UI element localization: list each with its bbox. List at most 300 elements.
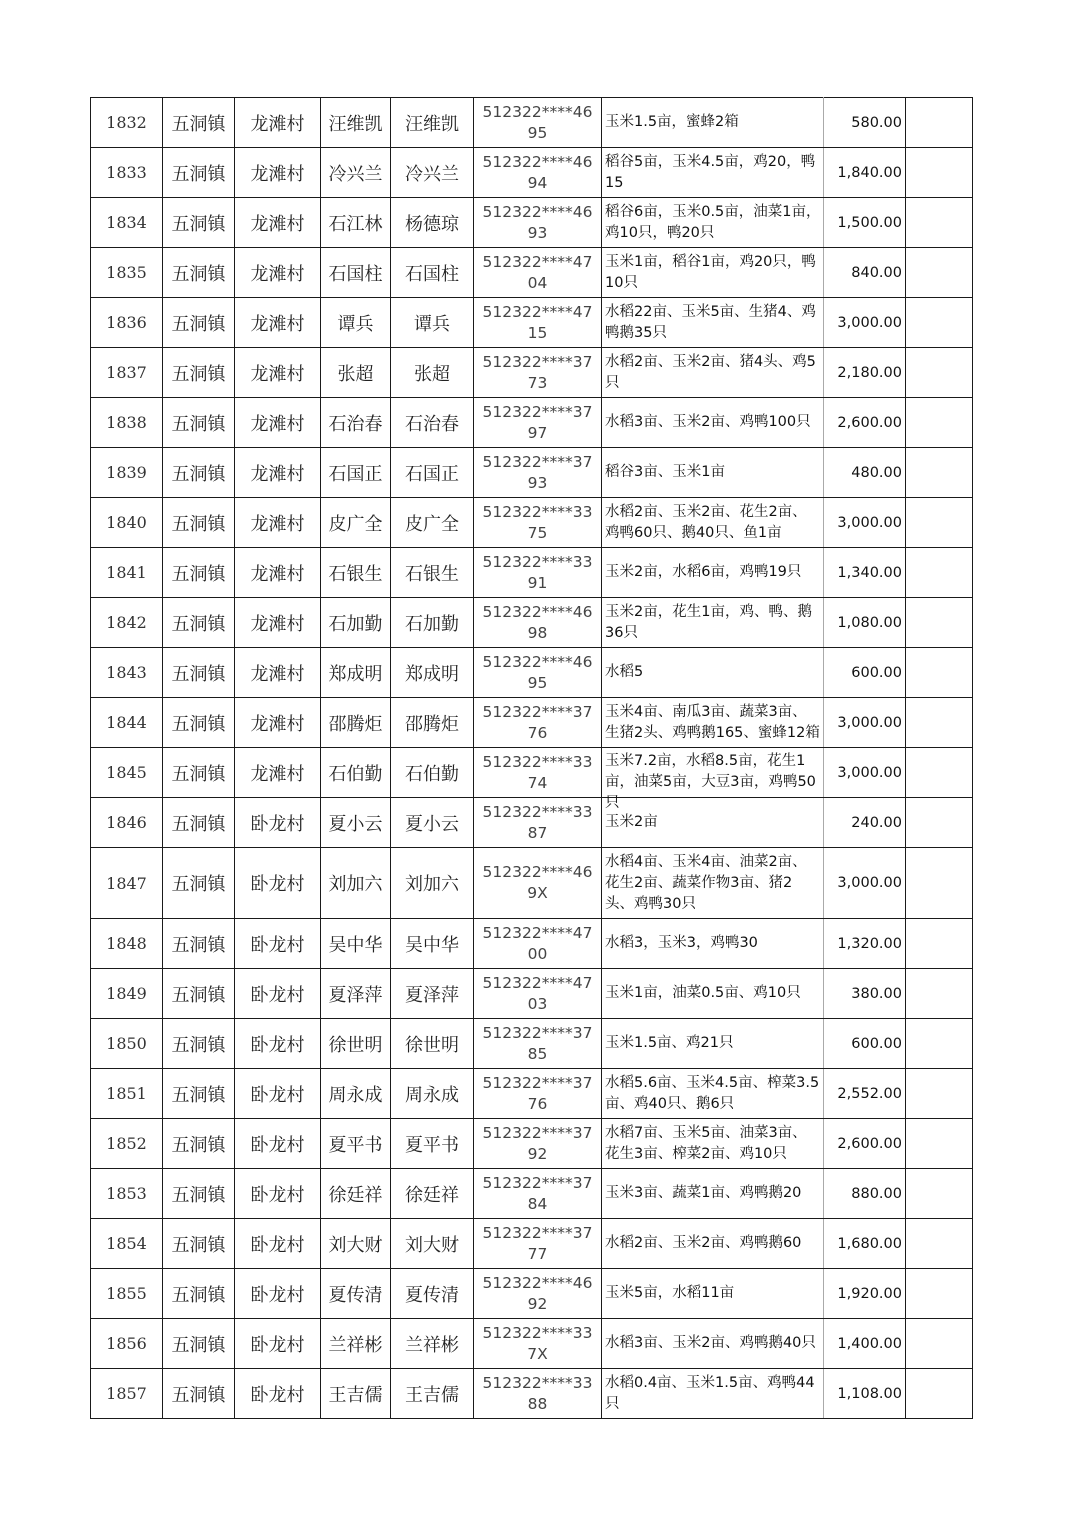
town-cell: 五洞镇 xyxy=(163,969,235,1019)
table-row xyxy=(91,698,973,748)
town-cell: 五洞镇 xyxy=(163,448,235,498)
village-cell: 卧龙村 xyxy=(235,848,321,919)
id-number-part1: 512322****46 xyxy=(482,1273,593,1292)
payee-name-cell: 冷兴兰 xyxy=(391,148,474,198)
village-cell: 龙滩村 xyxy=(235,548,321,598)
village-cell: 卧龙村 xyxy=(235,1369,321,1419)
farmer-name-cell: 石江林 xyxy=(321,198,391,248)
payee-name-cell: 石伯勤 xyxy=(391,748,474,798)
farmer-name-cell: 夏泽萍 xyxy=(321,969,391,1019)
payee-name-cell: 谭兵 xyxy=(391,298,474,348)
table-row xyxy=(91,198,973,248)
id-number-cell xyxy=(474,698,602,748)
row-number-cell: 1845 xyxy=(91,748,163,798)
village-cell: 龙滩村 xyxy=(235,398,321,448)
id-number-part1: 512322****47 xyxy=(482,252,593,271)
town-cell: 五洞镇 xyxy=(163,1119,235,1169)
farmer-name-cell: 夏平书 xyxy=(321,1119,391,1169)
payee-name-cell: 杨德琼 xyxy=(391,198,474,248)
id-number-part2: 15 xyxy=(527,323,548,342)
amount-cell: 1,320.00 xyxy=(824,919,906,969)
row-number-cell: 1853 xyxy=(91,1169,163,1219)
village-cell: 卧龙村 xyxy=(235,919,321,969)
village-cell: 龙滩村 xyxy=(235,648,321,698)
amount-cell: 480.00 xyxy=(824,448,906,498)
amount-cell: 2,600.00 xyxy=(824,398,906,448)
farmer-name-cell: 王吉儒 xyxy=(321,1369,391,1419)
table-row xyxy=(91,448,973,498)
id-number-part1: 512322****33 xyxy=(482,1373,593,1392)
id-number-cell xyxy=(474,298,602,348)
table-row xyxy=(91,648,973,698)
town-cell: 五洞镇 xyxy=(163,848,235,919)
town-cell: 五洞镇 xyxy=(163,398,235,448)
village-cell: 卧龙村 xyxy=(235,1219,321,1269)
remarks-cell xyxy=(906,448,973,498)
village-cell: 卧龙村 xyxy=(235,1169,321,1219)
town-cell: 五洞镇 xyxy=(163,1319,235,1369)
description-text: 水稻3亩、玉米2亩、鸡鸭鹅40只 xyxy=(605,1335,816,1351)
description-text: 玉米1亩，稻谷1亩，鸡20只，鸭10只 xyxy=(605,253,816,291)
id-number-cell xyxy=(474,648,602,698)
remarks-cell xyxy=(906,919,973,969)
id-number-part1: 512322****37 xyxy=(482,452,593,471)
payee-name-cell: 徐世明 xyxy=(391,1019,474,1069)
description-text: 水稻3，玉米3，鸡鸭30 xyxy=(605,935,758,951)
id-number-part1: 512322****33 xyxy=(482,752,593,771)
description-text: 水稻22亩、玉米5亩、生猪4、鸡鸭鹅35只 xyxy=(605,303,816,341)
id-number-cell xyxy=(474,198,602,248)
village-cell: 卧龙村 xyxy=(235,969,321,1019)
farmer-name-cell: 石治春 xyxy=(321,398,391,448)
description-text: 稻谷3亩、玉米1亩 xyxy=(605,464,725,480)
remarks-cell xyxy=(906,798,973,848)
id-number-cell xyxy=(474,498,602,548)
town-cell: 五洞镇 xyxy=(163,648,235,698)
id-number-part2: 88 xyxy=(527,1394,548,1413)
id-number-part1: 512322****46 xyxy=(482,152,593,171)
town-cell: 五洞镇 xyxy=(163,1269,235,1319)
amount-cell: 3,000.00 xyxy=(824,848,906,919)
row-number-cell: 1855 xyxy=(91,1269,163,1319)
id-number-cell xyxy=(474,598,602,648)
farmer-name-cell: 郑成明 xyxy=(321,648,391,698)
amount-cell: 1,400.00 xyxy=(824,1319,906,1369)
production-description-cell xyxy=(602,748,824,811)
table-row xyxy=(91,498,973,548)
production-description-cell xyxy=(602,98,824,148)
id-number-part2: 85 xyxy=(527,1044,548,1063)
id-number-part2: 9X xyxy=(527,884,548,902)
description-text: 水稻2亩、玉米2亩、猪4头、鸡5只 xyxy=(605,353,816,391)
farmer-name-cell: 刘大财 xyxy=(321,1219,391,1269)
amount-cell: 600.00 xyxy=(824,648,906,698)
farmer-name-cell: 张超 xyxy=(321,348,391,398)
amount-cell: 1,080.00 xyxy=(824,598,906,648)
amount-cell: 1,500.00 xyxy=(824,198,906,248)
village-cell: 卧龙村 xyxy=(235,1319,321,1369)
production-description-cell xyxy=(602,548,824,598)
description-text: 水稻2亩、玉米2亩、花生2亩、鸡鸭60只、鹅40只、鱼1亩 xyxy=(605,503,807,541)
id-number-part2: 75 xyxy=(527,523,548,542)
village-cell: 龙滩村 xyxy=(235,748,321,798)
production-description-cell xyxy=(602,798,824,848)
id-number-cell xyxy=(474,919,602,969)
production-description-cell xyxy=(602,1169,824,1219)
table-row xyxy=(91,1369,973,1419)
row-number-cell: 1844 xyxy=(91,698,163,748)
row-number-cell: 1840 xyxy=(91,498,163,548)
remarks-cell xyxy=(906,1069,973,1119)
id-number-part1: 512322****46 xyxy=(482,102,593,121)
description-text: 水稻2亩、玉米2亩、鸡鸭鹅60 xyxy=(605,1235,802,1251)
remarks-cell xyxy=(906,1019,973,1069)
production-description-cell xyxy=(602,919,824,969)
production-description-cell xyxy=(602,1069,824,1119)
table-row xyxy=(91,748,973,798)
id-number-part1: 512322****37 xyxy=(482,1223,593,1242)
farmer-name-cell: 冷兴兰 xyxy=(321,148,391,198)
table-row xyxy=(91,1269,973,1319)
remarks-cell xyxy=(906,748,973,798)
village-cell: 龙滩村 xyxy=(235,448,321,498)
remarks-cell xyxy=(906,98,973,148)
table-row xyxy=(91,598,973,648)
town-cell: 五洞镇 xyxy=(163,298,235,348)
payee-name-cell: 夏平书 xyxy=(391,1119,474,1169)
payee-name-cell: 刘加六 xyxy=(391,848,474,919)
description-text: 玉米7.2亩，水稻8.5亩，花生1亩，油菜5亩，大豆3亩，鸡鸭50只 xyxy=(605,752,816,811)
row-number-cell: 1841 xyxy=(91,548,163,598)
row-number-cell: 1847 xyxy=(91,848,163,919)
farmer-name-cell: 石国正 xyxy=(321,448,391,498)
town-cell: 五洞镇 xyxy=(163,1169,235,1219)
id-number-part2: 76 xyxy=(527,723,548,742)
description-text: 玉米1.5亩，蜜蜂2箱 xyxy=(605,114,739,130)
amount-cell: 1,340.00 xyxy=(824,548,906,598)
payee-name-cell: 石银生 xyxy=(391,548,474,598)
id-number-cell xyxy=(474,1169,602,1219)
row-number-cell: 1846 xyxy=(91,798,163,848)
payee-name-cell: 邵腾炬 xyxy=(391,698,474,748)
id-number-cell xyxy=(474,1269,602,1319)
amount-cell: 1,840.00 xyxy=(824,148,906,198)
village-cell: 卧龙村 xyxy=(235,798,321,848)
village-cell: 卧龙村 xyxy=(235,1119,321,1169)
payee-name-cell: 石国正 xyxy=(391,448,474,498)
payee-name-cell: 张超 xyxy=(391,348,474,398)
farmer-name-cell: 石加勤 xyxy=(321,598,391,648)
description-text: 玉米5亩，水稻11亩 xyxy=(605,1285,735,1301)
description-text: 水稻7亩、玉米5亩、油菜3亩、花生3亩、榨菜2亩、鸡10只 xyxy=(605,1124,807,1162)
table-row xyxy=(91,919,973,969)
id-number-part2: 95 xyxy=(527,123,548,142)
row-number-cell: 1854 xyxy=(91,1219,163,1269)
production-description-cell xyxy=(602,298,824,348)
table-row xyxy=(91,398,973,448)
farmer-name-cell: 周永成 xyxy=(321,1069,391,1119)
id-number-cell xyxy=(474,1019,602,1069)
village-cell: 卧龙村 xyxy=(235,1069,321,1119)
id-number-cell xyxy=(474,1369,602,1419)
table-row xyxy=(91,1169,973,1219)
description-text: 水稻0.4亩、玉米1.5亩、鸡鸭44只 xyxy=(605,1374,815,1412)
farmer-name-cell: 石银生 xyxy=(321,548,391,598)
id-number-cell xyxy=(474,248,602,298)
id-number-part1: 512322****37 xyxy=(482,1023,593,1042)
production-description-cell xyxy=(602,848,824,919)
id-number-part2: 92 xyxy=(527,1294,548,1313)
id-number-part1: 512322****46 xyxy=(482,863,593,881)
production-description-cell xyxy=(602,1319,824,1369)
village-cell: 龙滩村 xyxy=(235,598,321,648)
payee-name-cell: 周永成 xyxy=(391,1069,474,1119)
amount-cell: 240.00 xyxy=(824,798,906,848)
row-number-cell: 1839 xyxy=(91,448,163,498)
village-cell: 卧龙村 xyxy=(235,1019,321,1069)
farmer-name-cell: 皮广全 xyxy=(321,498,391,548)
remarks-cell xyxy=(906,1219,973,1269)
payee-name-cell: 王吉儒 xyxy=(391,1369,474,1419)
town-cell: 五洞镇 xyxy=(163,919,235,969)
id-number-part2: 92 xyxy=(527,1144,548,1163)
town-cell: 五洞镇 xyxy=(163,698,235,748)
remarks-cell xyxy=(906,298,973,348)
row-number-cell: 1857 xyxy=(91,1369,163,1419)
production-description-cell xyxy=(602,648,824,698)
id-number-part2: 95 xyxy=(527,673,548,692)
village-cell: 龙滩村 xyxy=(235,298,321,348)
remarks-cell xyxy=(906,1169,973,1219)
production-description-cell xyxy=(602,1019,824,1069)
description-text: 稻谷5亩，玉米4.5亩，鸡20，鸭15 xyxy=(605,153,816,191)
production-description-cell xyxy=(602,1219,824,1269)
town-cell: 五洞镇 xyxy=(163,598,235,648)
production-description-cell xyxy=(602,698,824,748)
town-cell: 五洞镇 xyxy=(163,1369,235,1419)
id-number-cell xyxy=(474,398,602,448)
subsidy-table xyxy=(90,97,973,1419)
remarks-cell xyxy=(906,848,973,919)
village-cell: 龙滩村 xyxy=(235,148,321,198)
id-number-part2: 76 xyxy=(527,1094,548,1113)
production-description-cell xyxy=(602,448,824,498)
id-number-part1: 512322****33 xyxy=(482,1323,593,1342)
description-text: 玉米1.5亩、鸡21只 xyxy=(605,1035,734,1051)
id-number-part1: 512322****47 xyxy=(482,302,593,321)
id-number-part1: 512322****47 xyxy=(482,973,593,992)
id-number-part2: 77 xyxy=(527,1244,548,1263)
production-description-cell xyxy=(602,148,824,198)
production-description-cell xyxy=(602,1369,824,1419)
amount-cell: 2,552.00 xyxy=(824,1069,906,1119)
amount-cell: 840.00 xyxy=(824,248,906,298)
table-row xyxy=(91,848,973,919)
id-number-cell xyxy=(474,748,602,798)
amount-cell: 3,000.00 xyxy=(824,498,906,548)
table-body xyxy=(91,98,973,1419)
farmer-name-cell: 吴中华 xyxy=(321,919,391,969)
town-cell: 五洞镇 xyxy=(163,498,235,548)
production-description-cell xyxy=(602,198,824,248)
id-number-part1: 512322****37 xyxy=(482,1173,593,1192)
id-number-part2: 97 xyxy=(527,423,548,442)
remarks-cell xyxy=(906,498,973,548)
row-number-cell: 1842 xyxy=(91,598,163,648)
payee-name-cell: 皮广全 xyxy=(391,498,474,548)
production-description-cell xyxy=(602,498,824,548)
town-cell: 五洞镇 xyxy=(163,548,235,598)
table-row xyxy=(91,1119,973,1169)
town-cell: 五洞镇 xyxy=(163,148,235,198)
remarks-cell xyxy=(906,548,973,598)
id-number-cell xyxy=(474,1069,602,1119)
town-cell: 五洞镇 xyxy=(163,98,235,148)
amount-cell: 1,920.00 xyxy=(824,1269,906,1319)
id-number-part1: 512322****33 xyxy=(482,802,593,821)
row-number-cell: 1856 xyxy=(91,1319,163,1369)
table-row xyxy=(91,148,973,198)
id-number-cell xyxy=(474,448,602,498)
description-text: 玉米2亩，花生1亩，鸡、鸭、鹅36只 xyxy=(605,603,812,641)
village-cell: 龙滩村 xyxy=(235,698,321,748)
row-number-cell: 1836 xyxy=(91,298,163,348)
town-cell: 五洞镇 xyxy=(163,198,235,248)
description-text: 玉米3亩、蔬菜1亩、鸡鸭鹅20 xyxy=(605,1185,802,1201)
payee-name-cell: 石加勤 xyxy=(391,598,474,648)
id-number-cell xyxy=(474,1119,602,1169)
town-cell: 五洞镇 xyxy=(163,748,235,798)
id-number-part1: 512322****37 xyxy=(482,402,593,421)
remarks-cell xyxy=(906,198,973,248)
remarks-cell xyxy=(906,598,973,648)
farmer-name-cell: 石伯勤 xyxy=(321,748,391,798)
table-row xyxy=(91,798,973,848)
id-number-cell xyxy=(474,969,602,1019)
row-number-cell: 1837 xyxy=(91,348,163,398)
description-text: 稻谷6亩，玉米0.5亩，油菜1亩，鸡10只，鸭20只 xyxy=(605,203,821,241)
remarks-cell xyxy=(906,1269,973,1319)
production-description-cell xyxy=(602,969,824,1019)
row-number-cell: 1851 xyxy=(91,1069,163,1119)
id-number-part1: 512322****37 xyxy=(482,1073,593,1092)
village-cell: 龙滩村 xyxy=(235,348,321,398)
production-description-cell xyxy=(602,1119,824,1169)
payee-name-cell: 吴中华 xyxy=(391,919,474,969)
payee-name-cell: 汪维凯 xyxy=(391,98,474,148)
description-text: 玉米2亩 xyxy=(605,814,658,830)
town-cell: 五洞镇 xyxy=(163,1019,235,1069)
id-number-part2: 93 xyxy=(527,223,548,242)
id-number-part1: 512322****37 xyxy=(482,352,593,371)
production-description-cell xyxy=(602,1269,824,1319)
id-number-cell xyxy=(474,1219,602,1269)
remarks-cell xyxy=(906,348,973,398)
town-cell: 五洞镇 xyxy=(163,248,235,298)
production-description-cell xyxy=(602,248,824,298)
farmer-name-cell: 兰祥彬 xyxy=(321,1319,391,1369)
farmer-name-cell: 徐廷祥 xyxy=(321,1169,391,1219)
payee-name-cell: 夏小云 xyxy=(391,798,474,848)
id-number-part2: 94 xyxy=(527,173,548,192)
id-number-part2: 00 xyxy=(527,944,548,963)
id-number-part1: 512322****46 xyxy=(482,602,593,621)
id-number-cell xyxy=(474,98,602,148)
id-number-part2: 7X xyxy=(527,1344,548,1363)
id-number-part2: 84 xyxy=(527,1194,548,1213)
id-number-part1: 512322****46 xyxy=(482,652,593,671)
remarks-cell xyxy=(906,1119,973,1169)
farmer-name-cell: 石国柱 xyxy=(321,248,391,298)
amount-cell: 3,000.00 xyxy=(824,748,906,798)
village-cell: 卧龙村 xyxy=(235,1269,321,1319)
payee-name-cell: 夏传清 xyxy=(391,1269,474,1319)
production-description-cell xyxy=(602,398,824,448)
payee-name-cell: 石国柱 xyxy=(391,248,474,298)
id-number-part2: 91 xyxy=(527,573,548,592)
id-number-part2: 93 xyxy=(527,473,548,492)
table-row xyxy=(91,1069,973,1119)
row-number-cell: 1832 xyxy=(91,98,163,148)
farmer-name-cell: 徐世明 xyxy=(321,1019,391,1069)
amount-cell: 2,600.00 xyxy=(824,1119,906,1169)
payee-name-cell: 夏泽萍 xyxy=(391,969,474,1019)
payee-name-cell: 石治春 xyxy=(391,398,474,448)
table-row xyxy=(91,348,973,398)
remarks-cell xyxy=(906,698,973,748)
description-text: 水稻5 xyxy=(605,664,644,680)
farmer-name-cell: 夏小云 xyxy=(321,798,391,848)
id-number-part2: 03 xyxy=(527,994,548,1013)
table-row xyxy=(91,1219,973,1269)
id-number-part1: 512322****37 xyxy=(482,702,593,721)
amount-cell: 1,680.00 xyxy=(824,1219,906,1269)
payee-name-cell: 徐廷祥 xyxy=(391,1169,474,1219)
amount-cell: 3,000.00 xyxy=(824,698,906,748)
description-text: 水稻5.6亩、玉米4.5亩、榨菜3.5亩、鸡40只、鹅6只 xyxy=(605,1074,820,1112)
village-cell: 龙滩村 xyxy=(235,98,321,148)
village-cell: 龙滩村 xyxy=(235,198,321,248)
row-number-cell: 1834 xyxy=(91,198,163,248)
row-number-cell: 1850 xyxy=(91,1019,163,1069)
id-number-part1: 512322****37 xyxy=(482,1123,593,1142)
remarks-cell xyxy=(906,648,973,698)
id-number-part2: 04 xyxy=(527,273,548,292)
remarks-cell xyxy=(906,148,973,198)
farmer-name-cell: 邵腾炬 xyxy=(321,698,391,748)
id-number-cell xyxy=(474,848,602,919)
row-number-cell: 1843 xyxy=(91,648,163,698)
id-number-part1: 512322****47 xyxy=(482,923,593,942)
id-number-part2: 98 xyxy=(527,623,548,642)
table-row xyxy=(91,969,973,1019)
payee-name-cell: 兰祥彬 xyxy=(391,1319,474,1369)
remarks-cell xyxy=(906,1369,973,1419)
id-number-cell xyxy=(474,1319,602,1369)
table-row xyxy=(91,1319,973,1369)
row-number-cell: 1833 xyxy=(91,148,163,198)
town-cell: 五洞镇 xyxy=(163,1069,235,1119)
amount-cell: 580.00 xyxy=(824,98,906,148)
amount-cell: 2,180.00 xyxy=(824,348,906,398)
remarks-cell xyxy=(906,248,973,298)
description-text: 玉米4亩、南瓜3亩、蔬菜3亩、生猪2头、鸡鸭鹅165、蜜蜂12箱 xyxy=(605,703,820,741)
table-row xyxy=(91,548,973,598)
id-number-cell xyxy=(474,148,602,198)
table-row xyxy=(91,1019,973,1069)
amount-cell: 600.00 xyxy=(824,1019,906,1069)
village-cell: 龙滩村 xyxy=(235,498,321,548)
